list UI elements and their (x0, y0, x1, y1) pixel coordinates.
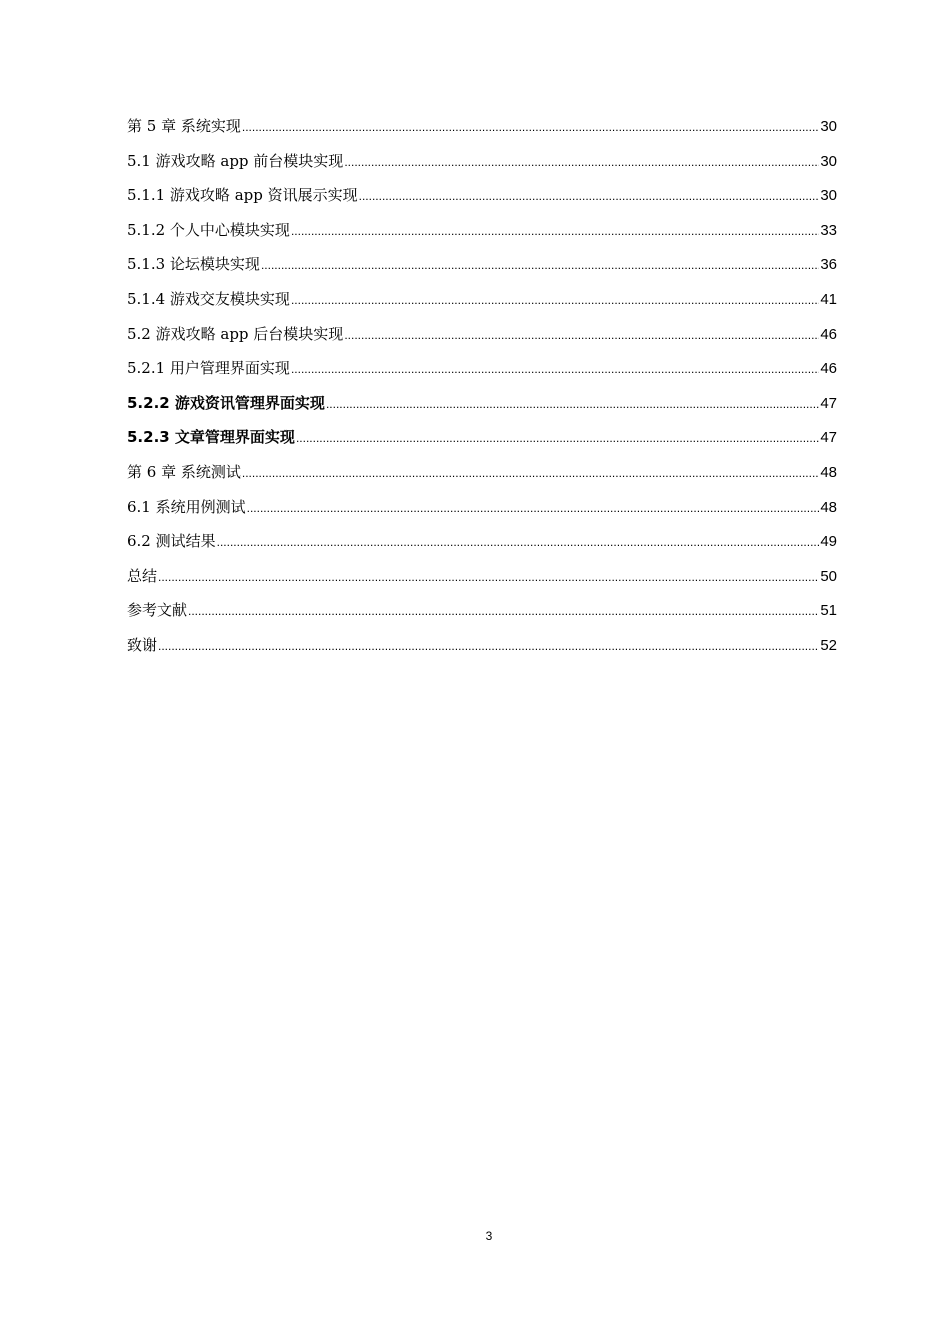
toc-entry[interactable] (127, 247, 837, 282)
toc-dot-leader (158, 629, 819, 664)
toc-dot-leader (158, 560, 819, 595)
toc-entry-page: 36 (820, 256, 837, 274)
toc-entry-page: 41 (820, 290, 837, 308)
toc-entry-page: 47 (820, 429, 837, 447)
toc-dot-leader (291, 352, 819, 387)
toc-entry-page: 30 (820, 118, 837, 135)
toc-dot-leader (344, 318, 819, 353)
toc-dot-leader (188, 594, 819, 629)
toc-entry-label: 5.2 游戏攻略 app 后台模块实现 (127, 324, 344, 343)
toc-entry-label: 第 5 章 系统实现 (127, 117, 241, 135)
toc-dot-leader (261, 248, 819, 283)
toc-entry-label: 第 6 章 系统测试 (127, 462, 241, 481)
toc-entry[interactable] (127, 628, 837, 663)
toc-dot-leader (291, 283, 819, 318)
toc-entry[interactable] (127, 144, 837, 179)
toc-entry-page: 48 (820, 498, 837, 516)
toc-entry-page: 46 (820, 325, 837, 343)
toc-dot-leader (291, 214, 819, 249)
toc-entry-label: 6.1 系统用例测试 (127, 497, 246, 516)
toc-entry[interactable] (127, 593, 837, 628)
toc-entry-page: 48 (820, 463, 837, 481)
toc-entry[interactable] (127, 178, 837, 213)
toc-entry-page: 30 (820, 152, 837, 170)
toc-entry-page: 47 (820, 394, 837, 412)
toc-entry-label: 5.1.3 论坛模块实现 (127, 255, 260, 274)
toc-entry-label: 致谢 (127, 635, 158, 654)
toc-dot-leader (344, 145, 819, 180)
toc-entry[interactable] (127, 524, 837, 559)
toc-dot-leader (296, 421, 819, 456)
toc-entry-label: 5.2.2 游戏资讯管理界面实现 (127, 393, 325, 412)
toc-dot-leader (326, 387, 819, 422)
toc-entry[interactable] (127, 213, 837, 248)
toc-entry-label: 5.1 游戏攻略 app 前台模块实现 (127, 151, 344, 170)
toc-entry-label: 参考文献 (127, 601, 188, 620)
toc-entry[interactable] (127, 386, 837, 421)
toc-entry-label: 5.2.3 文章管理界面实现 (127, 428, 295, 447)
toc-entry[interactable] (127, 490, 837, 525)
toc-entry-page: 51 (820, 602, 837, 620)
toc-entry-label: 6.2 测试结果 (127, 532, 216, 551)
toc-dot-leader (217, 525, 820, 560)
toc-entry-page: 50 (820, 567, 837, 585)
page-number: 3 (485, 1229, 493, 1243)
toc-dot-leader (242, 110, 819, 145)
toc-dot-leader (359, 179, 820, 214)
toc-entry-label: 5.1.4 游戏交友模块实现 (127, 289, 290, 308)
toc-entry-page: 30 (820, 187, 837, 205)
toc-entry-label: 5.2.1 用户管理界面实现 (127, 359, 290, 378)
toc-dot-leader (247, 491, 820, 526)
toc-entry-page: 46 (820, 360, 837, 378)
toc-entry-label: 5.1.1 游戏攻略 app 资讯展示实现 (127, 186, 358, 205)
toc-entry[interactable] (127, 420, 837, 455)
toc-entry[interactable] (127, 317, 837, 352)
toc-entry-page: 49 (820, 533, 837, 551)
toc-entry-label: 总结 (127, 566, 158, 585)
toc-entry[interactable] (127, 282, 837, 317)
toc-entry[interactable] (127, 559, 837, 594)
toc-entry-label: 5.1.2 个人中心模块实现 (127, 220, 290, 239)
toc-entry[interactable] (127, 351, 837, 386)
table-of-contents (127, 109, 837, 663)
toc-entry[interactable] (127, 455, 837, 490)
toc-entry[interactable] (127, 109, 837, 144)
toc-dot-leader (242, 456, 819, 491)
toc-entry-page: 52 (820, 636, 837, 654)
toc-entry-page: 33 (820, 221, 837, 239)
